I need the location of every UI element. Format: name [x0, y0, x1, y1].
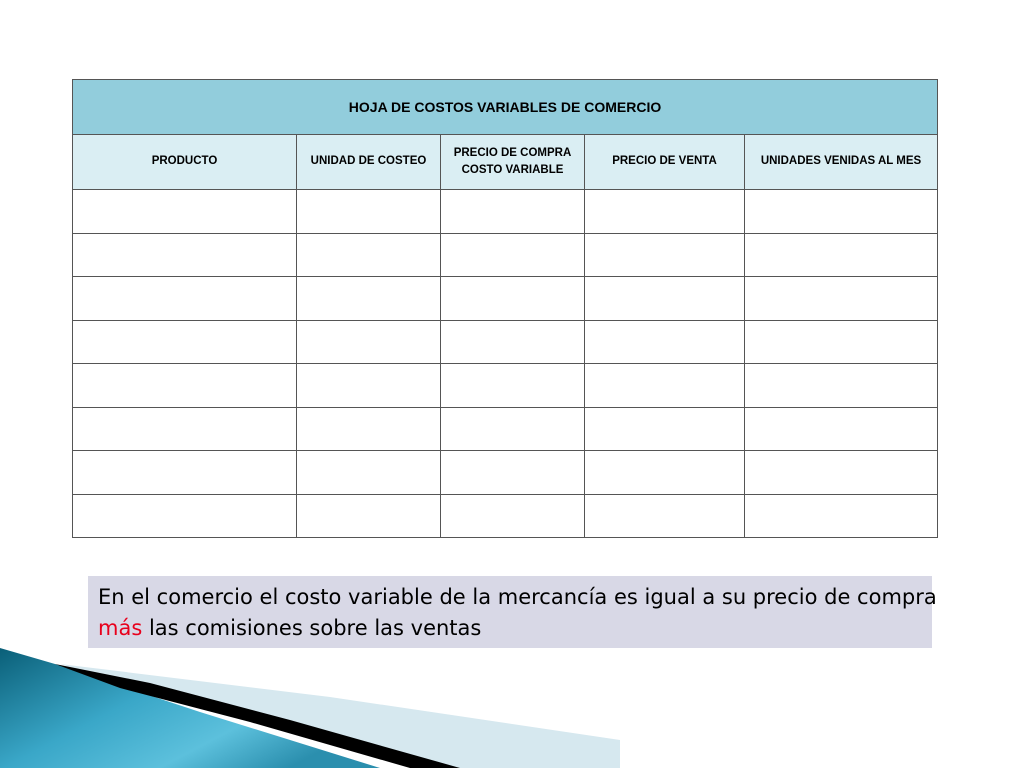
table-title: HOJA DE COSTOS VARIABLES DE COMERCIO	[73, 80, 938, 135]
note-line-1: En el comercio el costo variable de la mercancía es igual a su precio de compra	[98, 585, 937, 609]
col-header-producto: PRODUCTO	[73, 135, 297, 190]
col-header-precio-de-compra: PRECIO DE COMPRA COSTO VARIABLE	[441, 135, 585, 190]
col-header-precio-de-venta: PRECIO DE VENTA	[585, 135, 745, 190]
note-highlight-mas: más	[98, 616, 143, 640]
col-header-unidades-vendidas: UNIDADES VENIDAS AL MES	[745, 135, 938, 190]
note-line-2: las comisiones sobre las ventas	[142, 616, 482, 640]
col-header-unidad-de-costeo: UNIDAD DE COSTEO	[297, 135, 441, 190]
